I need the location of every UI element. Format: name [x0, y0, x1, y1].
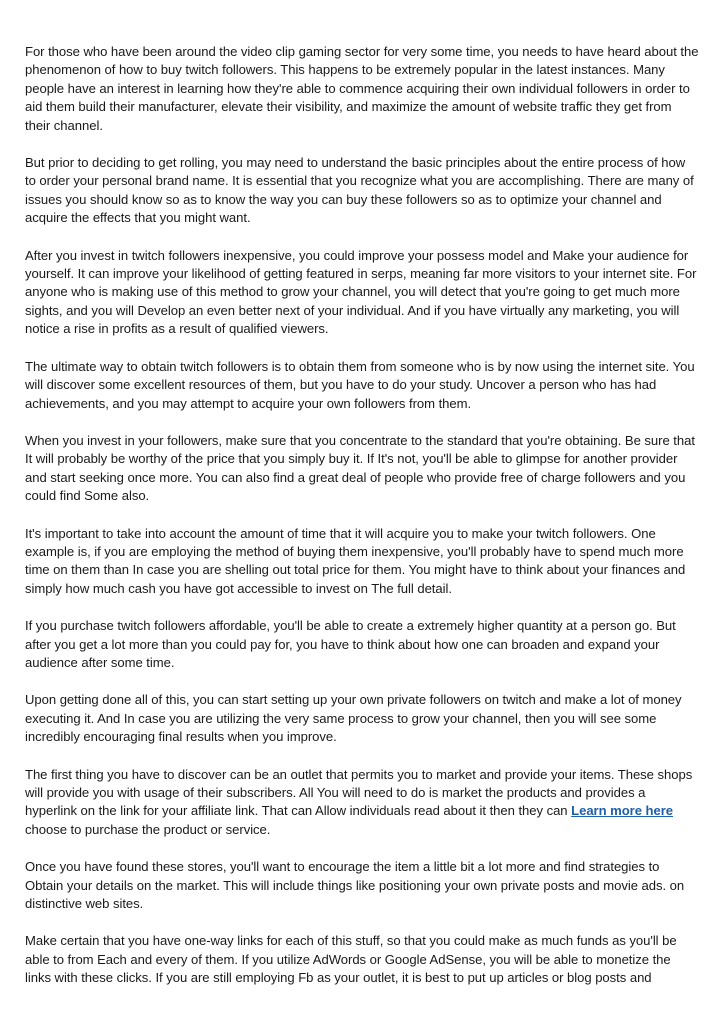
paragraph-11: Make certain that you have one-way links for each of this stuff, so that you could make as much funds as you'll be able to from Each and every of them. If you utilize AdWords or Google AdSense, you will be able to monetize the links with these clicks. If you are still employing Fb as your outlet, it is best to put up articles or blog posts and [25, 933, 677, 986]
paragraph-5: When you invest in your followers, make sure that you concentrate to the standard that you're obtaining. Be sure that It will probably be worthy of the price that you simply buy it. If It's not, you'll be able to glimpse for another provider and start seeking once more. You can also find a great deal of people who provide free of charge followers and you could find Some also. [25, 432, 695, 504]
paragraph-2: But prior to deciding to get rolling, you may need to understand the basic principles about the entire process of how to order your personal brand name. It is essential that you recognize what you are accomplishing. There are many of issues you should know so as to know the way you can buy these followers so as to optimize your channel and acquire the effects that you might want. [25, 155, 694, 226]
paragraph-7: If you purchase twitch followers affordable, you'll be able to create a extremely higher quantity at a person go. But after you get a lot more than you could pay for, you have to think about how one can broaden and expand your audience after some time. [25, 618, 676, 670]
article-body [25, 43, 699, 1007]
paragraph-9-text-after: choose to purchase the product or service. [25, 821, 271, 837]
paragraph-10: Once you have found these stores, you'll want to encourage the item a little bit a lot more and find strategies to Obtain your details on the market. This will include things like positioning your own private posts and movie ads. on distinctive web sites. [25, 859, 685, 912]
paragraph-9-text-before: The first thing you have to discover can be an outlet that permits you to market and provide your items. These shops will provide you with usage of their subscribers. All You will need to do is market the products and provides a hyperlink on the link for your affiliate link. That can Allow individuals read about it then they can [25, 766, 693, 819]
learn-more-link[interactable]: Learn more here [571, 803, 673, 819]
paragraph-6: It's important to take into account the amount of time that it will acquire you to make your twitch followers. One example is, if you are employing the method of buying them inexpensive, you'll probably have to spend much more time on them than In case you are shelling out total price for them. You might have to think about your finances and simply how much cash you have got accessible to invest on The full detail. [25, 525, 686, 596]
paragraph-9 [25, 766, 699, 840]
paragraph-1: For those who have been around the video clip gaming sector for very some time, you needs to have heard about the phenomenon of how to buy twitch followers. This happens to be extremely popular in the latest instances. Many people have an interest in learning how they're able to commence acquiring their own individual followers in order to aid them build their manufacturer, elevate their visibility, and maximize the amount of website traffic they get from their channel. [25, 44, 699, 133]
paragraph-4: The ultimate way to obtain twitch followers is to obtain them from someone who is by now using the internet site. You will discover some excellent resources of them, but you have to do your study. Uncover a person who has had achievements, and you may attempt to acquire your own followers from them. [25, 358, 695, 411]
paragraph-3: After you invest in twitch followers inexpensive, you could improve your possess model and Make your audience for yourself. It can improve your likelihood of getting featured in serps, meaning far more visitors to your internet site. For anyone who is making use of this method to grow your channel, you will detect that you're going to get much more sights, and you will Develop an even better next of your individual. And if you have virtually any marketing, you will notice a rise in profits as a result of qualified viewers. [25, 247, 697, 337]
paragraph-8: Upon getting done all of this, you can start setting up your own private followers on twitch and make a lot of money executing it. And In case you are utilizing the very same process to grow your channel, then you will see some incredibly encouraging final results when you improve. [25, 692, 682, 745]
